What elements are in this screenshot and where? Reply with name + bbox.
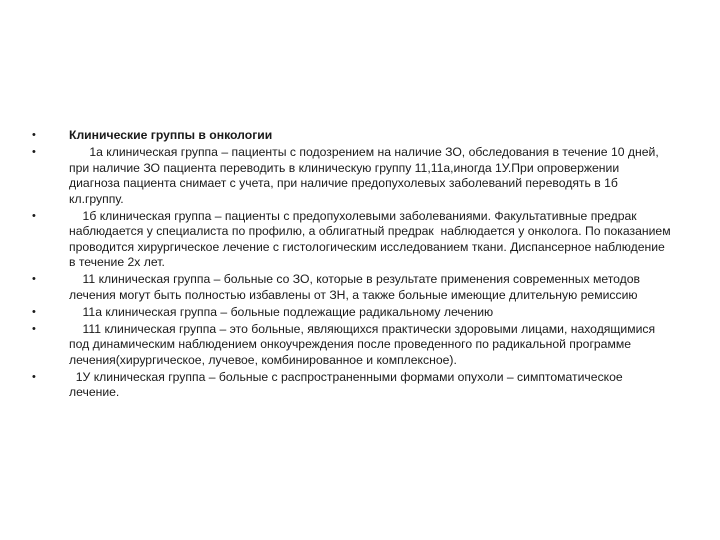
list-item-title [32,128,672,144]
bullet-icon: • [32,209,36,222]
list-item-group-1a [32,145,672,207]
list-item-group-11a [32,305,672,321]
group-1u-text: 1У клиническая группа – больные с распространенными формами опухоли – симптоматическое лечение. [69,369,627,399]
bullet-icon: • [32,273,36,285]
bullet-icon: • [32,129,36,141]
group-11a-text: 11а клиническая группа – больные подлежащие радикальному лечению [69,304,494,319]
list-item-group-1u [32,370,672,401]
bullet-icon: • [32,322,36,335]
list-item-group-111 [32,322,672,369]
slide-heading: Клинические группы в онкологии [69,128,273,142]
group-11-text: 11 клиническая группа – больные со ЗО, которые в результате применения современных методов лечения могут быть полностью избавлены от ЗН, а также больные имеющие длительную ремиссию [69,272,644,302]
group-1a-text: 1а клиническая группа – пациенты с подозрением на наличие ЗО, обследования в течение 10 дней, при наличие ЗО пациента переводить в клиническую группу 11,11а,иногда 1У.При опровержении диагноза пациента снимает с учета, при наличие предопухолевых заболеваний переводять в 1б кл.группу. [69,145,663,206]
bullet-icon: • [32,146,36,158]
list-item-group-11 [32,272,672,303]
list-item-group-1b [32,209,672,271]
bullet-icon: • [32,305,36,318]
bullet-list [32,128,672,401]
group-111-text: 111 клиническая группа – это больные, являющихся практически здоровыми лицами, находящимися под динамическим наблюдением онкоучреждения после проведенного по радикальной программе лечения(хирургическое, лучевое, комбинированное и комплексное). [69,321,659,367]
bullet-icon: • [32,370,36,383]
group-1b-text: 1б клиническая группа – пациенты с предопухолевыми заболеваниями. Факультативные предрак наблюдается у специалиста по профилю, а облигатный предрак наблюдается у онколога. По показанием проводится хирургическое лечение с гистологическим исследованием ткани. Диспансерное наблюдение в течение 2х лет. [69,208,674,269]
